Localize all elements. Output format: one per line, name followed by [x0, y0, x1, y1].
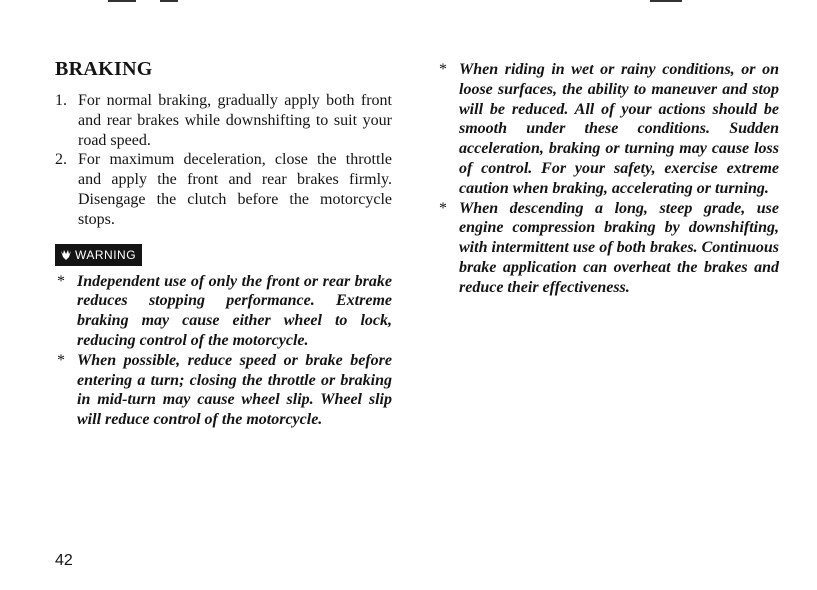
bullet-text: When riding in wet or rainy conditions, or on loose surfaces, the ability to maneuver and stop will be reduced. All of your actions should be smooth under these conditions. Sudden acceleration, braking or turning may cause loss of control. For your safety, exercise extreme caution when braking, accelerating or turning.: [459, 61, 779, 197]
left-column: [55, 58, 392, 430]
top-edge-mark: [650, 0, 682, 2]
step-text: For normal braking, gradually apply both front and rear brakes while downshifting to suit your road speed.: [78, 92, 392, 149]
bullet-asterisk: *: [439, 61, 447, 78]
warning-bullet: [437, 199, 779, 298]
numbered-steps: [55, 91, 392, 230]
warning-hand-icon: [59, 248, 73, 262]
bullet-asterisk: *: [439, 199, 447, 217]
warning-badge: [55, 244, 142, 266]
bullet-text: When descending a long, steep grade, use engine compression braking by downshifting, with intermittent use of both brakes. Continuous brake application can overheat the brakes and reduce their effectiveness.: [459, 199, 779, 296]
top-edge-mark: [108, 0, 136, 2]
warning-bullet: [55, 272, 392, 351]
right-column: [437, 60, 779, 298]
section-title: BRAKING: [55, 58, 153, 80]
warning-bullet: [55, 351, 392, 430]
step-text: For maximum deceleration, close the throttle and apply the front and rear brakes firmly. Disengage the clutch before the motorcycle stops.: [78, 151, 392, 228]
bullet-text: Independent use of only the front or rear brake reduces stopping performance. Extreme braking may cause either wheel to lock, reducing control of the motorcycle.: [77, 272, 392, 349]
step-item: [55, 91, 392, 150]
bullet-asterisk: *: [57, 272, 65, 290]
page-number: 42: [55, 552, 73, 569]
warning-bullets-left: [55, 272, 392, 430]
step-item: [55, 150, 392, 229]
warning-bullet: [437, 60, 779, 199]
bullet-text: When possible, reduce speed or brake before entering a turn; closing the throttle or braking in mid-turn may cause wheel slip. Wheel slip will reduce control of the motorcycle.: [77, 351, 392, 429]
warning-label: WARNING: [75, 247, 137, 262]
bullet-asterisk: *: [57, 351, 65, 369]
top-edge-mark: [160, 0, 178, 2]
step-number: 2.: [55, 151, 67, 169]
step-number: 1.: [55, 92, 67, 109]
warning-bullets-right: [437, 60, 779, 298]
